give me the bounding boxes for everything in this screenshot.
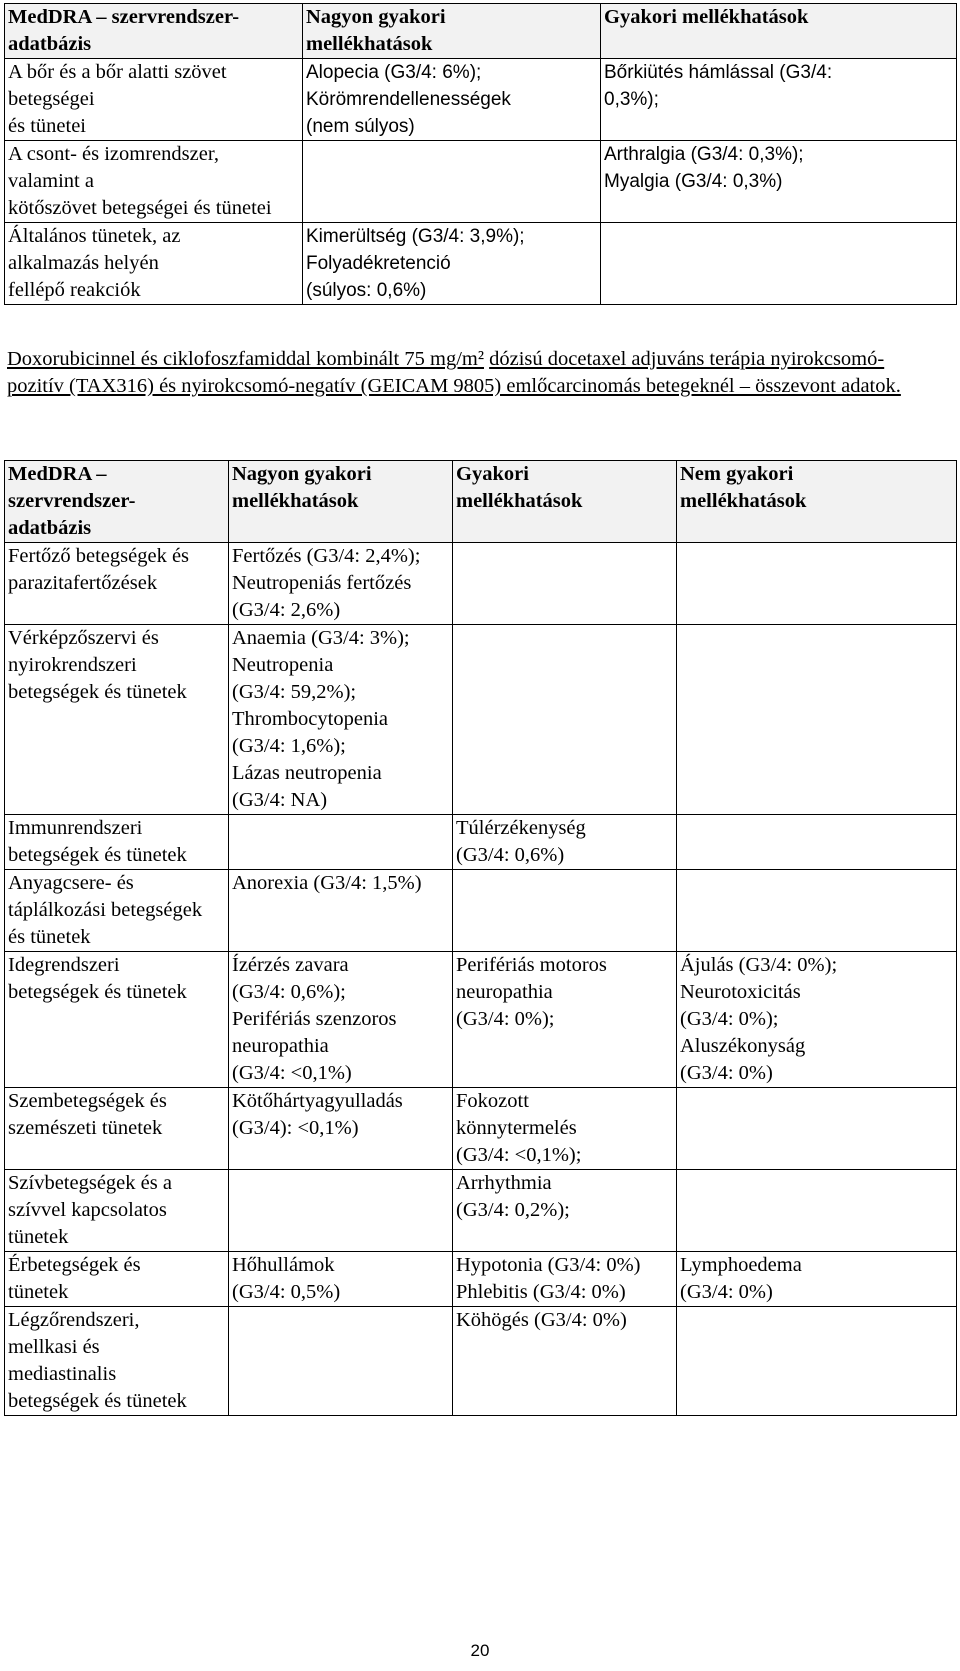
common-cell: Hypotonia (G3/4: 0%) Phlebitis (G3/4: 0%): [453, 1252, 677, 1307]
uncommon-cell: [677, 543, 957, 625]
uncommon-cell: [677, 815, 957, 870]
very-common-cell: Fertőzés (G3/4: 2,4%); Neutropeniás fertőzés (G3/4: 2,6%): [229, 543, 453, 625]
header-uncommon: Nem gyakori mellékhatások: [677, 461, 957, 543]
very-common-cell: Anorexia (G3/4: 1,5%): [229, 870, 453, 952]
common-cell: [453, 625, 677, 815]
common-cell: [453, 543, 677, 625]
very-common-cell: Ízérzés zavara (G3/4: 0,6%); Perifériás szenzoros neuropathia (G3/4: <0,1%): [229, 952, 453, 1088]
combined-adverse-reactions-table: [4, 460, 957, 1416]
table-row: [5, 1307, 957, 1416]
uncommon-cell: Ájulás (G3/4: 0%); Neurotoxicitás (G3/4: 0%); Aluszékonyság (G3/4: 0%): [677, 952, 957, 1088]
soc-cell: Általános tünetek, az alkalmazás helyén fellépő reakciók: [5, 223, 303, 305]
soc-cell: Légzőrendszeri, mellkasi és mediastinalis betegségek és tünetek: [5, 1307, 229, 1416]
soc-cell: Idegrendszeri betegségek és tünetek: [5, 952, 229, 1088]
table-row: [5, 815, 957, 870]
soc-cell: Szívbetegségek és a szívvel kapcsolatos tünetek: [5, 1170, 229, 1252]
very-common-cell: Anaemia (G3/4: 3%); Neutropenia (G3/4: 59,2%); Thrombocytopenia (G3/4: 1,6%); Lázas neutropenia (G3/4: NA): [229, 625, 453, 815]
common-cell: Arthralgia (G3/4: 0,3%); Myalgia (G3/4: 0,3%): [601, 141, 957, 223]
soc-cell: Szembetegségek és szemészeti tünetek: [5, 1088, 229, 1170]
section-intro-paragraph: [7, 346, 937, 400]
adverse-reactions-table-continued: [4, 3, 957, 305]
very-common-cell: [229, 815, 453, 870]
uncommon-cell: [677, 870, 957, 952]
very-common-cell: Kötőhártyagyulladás (G3/4): <0,1%): [229, 1088, 453, 1170]
header-common: Gyakori mellékhatások: [453, 461, 677, 543]
table-row: [5, 1088, 957, 1170]
common-cell: Bőrkiütés hámlással (G3/4: 0,3%);: [601, 59, 957, 141]
common-cell: Fokozott könnytermelés (G3/4: <0,1%);: [453, 1088, 677, 1170]
header-very-common: Nagyon gyakori mellékhatások: [229, 461, 453, 543]
table-header-row: [5, 4, 957, 59]
table-row: [5, 952, 957, 1088]
table-row: [5, 59, 957, 141]
page-number: 20: [470, 1641, 490, 1660]
header-common: Gyakori mellékhatások: [601, 4, 957, 59]
header-soc: MedDRA – szervrendszer- adatbázis: [5, 461, 229, 543]
table-row: [5, 543, 957, 625]
header-very-common: Nagyon gyakori mellékhatások: [303, 4, 601, 59]
very-common-cell: Kimerültség (G3/4: 3,9%); Folyadékretenció (súlyos: 0,6%): [303, 223, 601, 305]
very-common-cell: Hőhullámok (G3/4: 0,5%): [229, 1252, 453, 1307]
uncommon-cell: [677, 1307, 957, 1416]
soc-cell: Anyagcsere- és táplálkozási betegségek és tünetek: [5, 870, 229, 952]
uncommon-cell: Lymphoedema (G3/4: 0%): [677, 1252, 957, 1307]
common-cell: [453, 870, 677, 952]
table-row: [5, 141, 957, 223]
header-soc: MedDRA – szervrendszer- adatbázis: [5, 4, 303, 59]
table-row: [5, 1170, 957, 1252]
table-header-row: [5, 461, 957, 543]
soc-cell: Immunrendszeri betegségek és tünetek: [5, 815, 229, 870]
table-row: [5, 223, 957, 305]
uncommon-cell: [677, 625, 957, 815]
table-row: [5, 870, 957, 952]
intro-underlined-text: Doxorubicinnel és ciklofoszfamiddal kombinált 75 mg/m²: [7, 348, 484, 370]
very-common-cell: [229, 1170, 453, 1252]
very-common-cell: [229, 1307, 453, 1416]
soc-cell: Érbetegségek és tünetek: [5, 1252, 229, 1307]
intro-underlined-text-continued: dózisú docetaxel adjuváns terápia nyirokcsomó-pozitív (TAX316) és nyirokcsomó-negatív (GEICAM 9805) emlőcarcinomás betegeknél – összevont adatok.: [7, 348, 901, 397]
very-common-cell: [303, 141, 601, 223]
common-cell: [601, 223, 957, 305]
common-cell: Köhögés (G3/4: 0%): [453, 1307, 677, 1416]
uncommon-cell: [677, 1170, 957, 1252]
uncommon-cell: [677, 1088, 957, 1170]
table-row: [5, 1252, 957, 1307]
soc-cell: Fertőző betegségek és parazitafertőzések: [5, 543, 229, 625]
very-common-cell: Alopecia (G3/4: 6%); Körömrendellenességek (nem súlyos): [303, 59, 601, 141]
common-cell: Túlérzékenység (G3/4: 0,6%): [453, 815, 677, 870]
table-row: [5, 625, 957, 815]
soc-cell: Vérképzőszervi és nyirokrendszeri betegségek és tünetek: [5, 625, 229, 815]
soc-cell: A bőr és a bőr alatti szövet betegségei és tünetei: [5, 59, 303, 141]
common-cell: Arrhythmia (G3/4: 0,2%);: [453, 1170, 677, 1252]
common-cell: Perifériás motoros neuropathia (G3/4: 0%);: [453, 952, 677, 1088]
soc-cell: A csont- és izomrendszer, valamint a kötőszövet betegségei és tünetei: [5, 141, 303, 223]
